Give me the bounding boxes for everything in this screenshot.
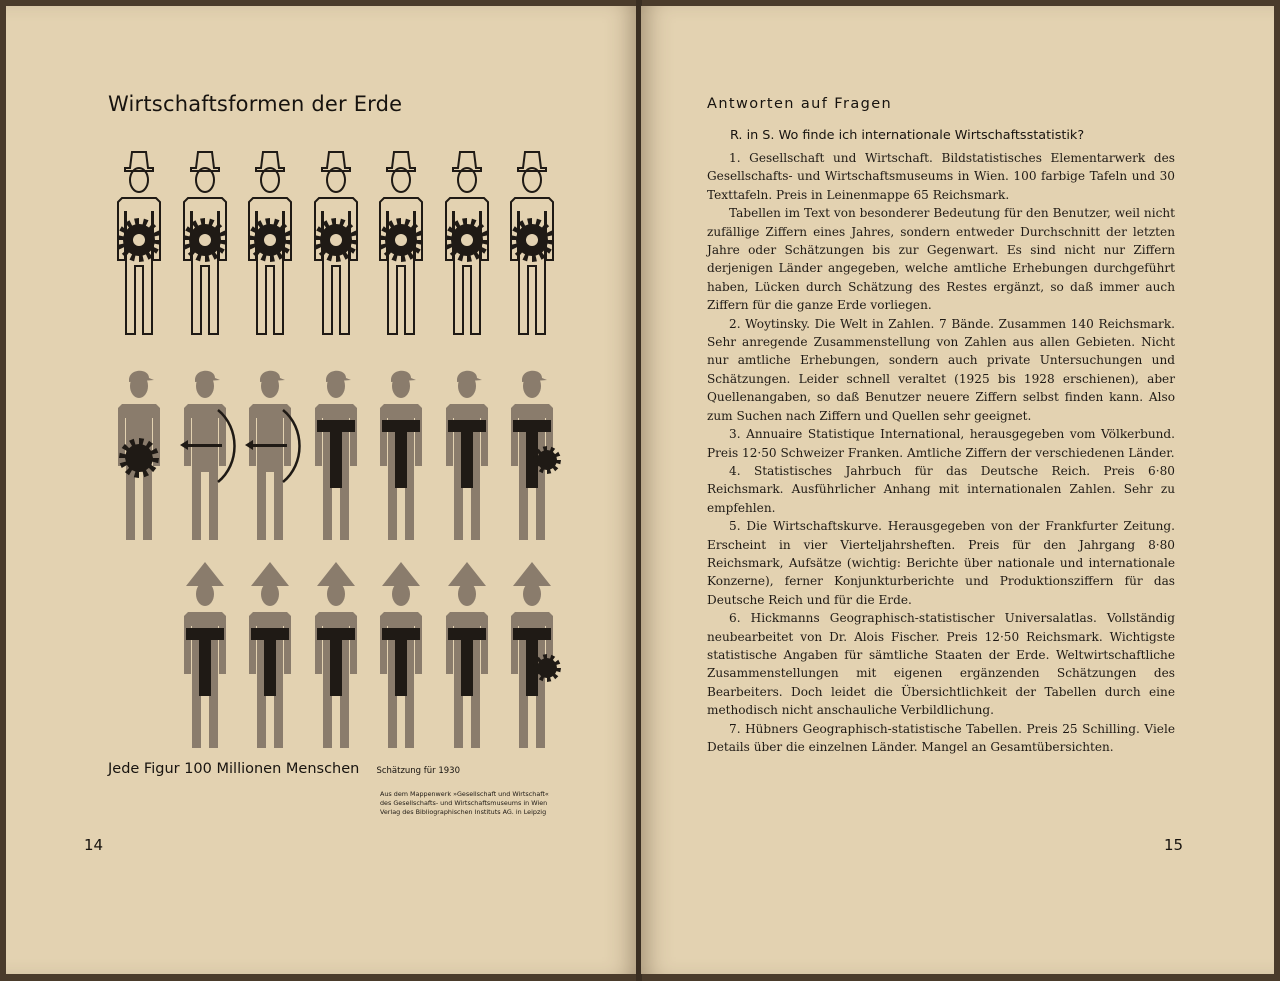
pictogram-figure-gear [174, 142, 236, 342]
question-heading: R. in S. Wo finde ich internationale Wirtschaftsstatistik? [730, 128, 1085, 143]
pictogram-figure-gear [501, 142, 563, 342]
pictogram-figure-gear [305, 142, 367, 342]
pictogram-figure-gear [239, 142, 301, 342]
pictogram-figure-gear [436, 142, 498, 342]
paragraph: 4. Statistisches Jahrbuch für das Deutsche Reich. Preis 6·80 Reichsmark. Ausführlicher Anhang mit internationalen Zahlen. Sehr zu empfehlen. [707, 463, 1175, 515]
answer-body [707, 149, 1175, 756]
legend-main-text: Jede Figur 100 Millionen Menschen [108, 761, 360, 777]
paragraph: 3. Annuaire Statistique International, herausgegeben vom Völkerbund. Preis 12·50 Schweizer Franken. Amtliche Ziffern der verschiedenen Länder. [707, 427, 1175, 460]
chart-legend [108, 758, 460, 777]
paragraph: 6. Hickmanns Geographisch-statistischer Universalatlas. Vollständig neubearbeitet von Dr. Alois Fischer. Preis 12·50 Reichsmark. Wichtigste statistische Angaben für sämtliche Staaten der Erde. Weltwirtschaftliche Zusammenstellungen mit eigenen ergänzenden Schätzungen des Bearbeiters. Doch leidet die Übersichtlichkeit der Tabellen durch eine methodisch nicht anschauliche Verbildlichung. [707, 611, 1175, 718]
right-page-title: Antworten auf Fragen [707, 96, 893, 112]
pictogram-figure-hoe [436, 348, 498, 548]
legend-note-text: Schätzung für 1930 [376, 766, 460, 776]
source-credit [380, 790, 600, 817]
paragraph: 1. Gesellschaft und Wirtschaft. Bildstatistisches Elementarwerk des Gesellschafts- und Wirtschaftsmuseums in Wien. 100 farbige Tafeln und 30 Texttafeln. Preis in Leinenmappe 65 Reichsmark. [707, 151, 1175, 202]
pictogram-figure-hoe [305, 556, 367, 756]
left-page [6, 6, 637, 974]
paragraph: 5. Die Wirtschaftskurve. Herausgegeben von der Frankfurter Zeitung. Erscheint in vier Vierteljahrsheften. Preis für den Jahrgang 8·80 Reichsmark, Aufsätze (wichtig: Berichte über nationale und internationale Konzerne), ferner Konjunkturberichte und Produktionsziffern für das Deutsche Reich und für die Erde. [707, 519, 1175, 607]
pictogram-figure-hoe-gear [501, 348, 563, 548]
pictogram-figure-gear [108, 142, 170, 342]
pictogram-figure-gear-half [108, 348, 170, 548]
pictogram-figure-gear [370, 142, 432, 342]
pictogram-figure-hoe-gear [501, 556, 563, 756]
credit-line: des Gesellschafts- und Wirtschaftsmuseums in Wien [380, 799, 548, 807]
right-page-number: 15 [1164, 836, 1184, 854]
pictogram-figure-hoe [370, 556, 432, 756]
pictogram-figure-hoe [436, 556, 498, 756]
pictogram-figure-bow [239, 348, 301, 548]
pictogram-figure-hoe [370, 348, 432, 548]
pictogram-figure-bow [174, 348, 236, 548]
left-page-number: 14 [84, 836, 104, 854]
paragraph: 7. Hübners Geographisch-statistische Tabellen. Preis 25 Schilling. Viele Details über die einzelnen Länder. Mangel an Gesamtübersichten. [707, 721, 1175, 754]
right-page [641, 6, 1274, 974]
credit-line: Verlag des Bibliographischen Instituts AG. in Leipzig [380, 808, 547, 816]
paragraph: Tabellen im Text von besonderer Bedeutung für den Benutzer, weil nicht zufällige Ziffern eines Jahres, sondern entweder Durchschnitt der letzten Jahre oder Schätzungen bis zur Gegenwart. Es sind nicht nur Ziffern derjenigen Länder angegeben, welche amtliche Erhebungen durchgeführt haben, Lücken durch Schätzung des Restes ergänzt, so daß immer auch Ziffern für die ganze Erde vorliegen. [707, 206, 1175, 313]
left-page-title: Wirtschaftsformen der Erde [108, 92, 403, 116]
pictogram-figure-hoe [174, 556, 236, 756]
pictogram-figure-hoe [239, 556, 301, 756]
credit-line: Aus dem Mappenwerk »Gesellschaft und Wirtschaft« [380, 790, 549, 798]
paragraph: 2. Woytinsky. Die Welt in Zahlen. 7 Bände. Zusammen 140 Reichsmark. Sehr anregende Zusammenstellung von Zahlen aus allen Gebieten. Nicht nur amtliche Erhebungen, sondern auch private Untersuchungen und Schätzungen. Leider schnell veraltet (1925 bis 1928 erschienen), aber Quellenangaben, so daß Benutzer neuere Ziffern selbst finden kann. Also zum Suchen nach Ziffern und Quellen sehr geeignet. [707, 316, 1175, 423]
pictogram-figure-hoe [305, 348, 367, 548]
